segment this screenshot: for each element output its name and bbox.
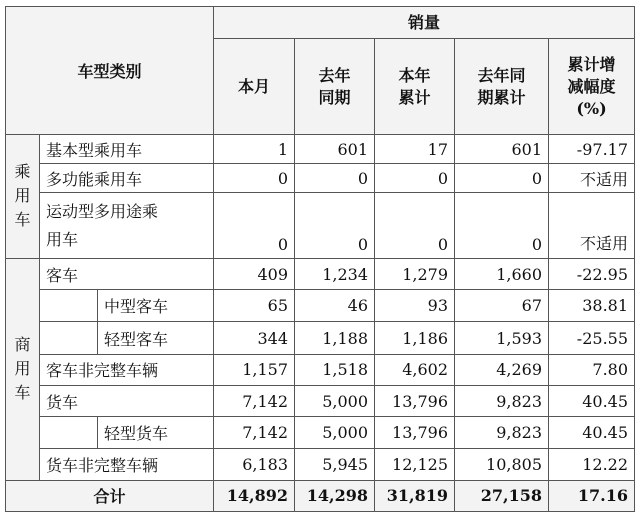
cell-month: 6,183 xyxy=(214,449,295,480)
cell-change: -97.17 xyxy=(549,135,635,164)
cell-ytd: 0 xyxy=(375,193,455,259)
cell-last-same: 5,000 xyxy=(295,417,375,449)
cell-ytd: 1,186 xyxy=(375,322,455,354)
cell-ytd: 17 xyxy=(375,135,455,164)
cell-last-ytd: 0 xyxy=(455,164,549,193)
table-row xyxy=(6,322,635,354)
cell-last-same: 601 xyxy=(295,135,375,164)
cell-last-same: 1,234 xyxy=(295,258,375,289)
cell-last-ytd: 601 xyxy=(455,135,549,164)
cell-ytd: 13,796 xyxy=(375,417,455,449)
cell-change: -25.55 xyxy=(549,322,635,354)
row-label: 多功能乘用车 xyxy=(40,164,214,193)
cell-last-same: 1,518 xyxy=(295,354,375,385)
cell-last-ytd: 4,269 xyxy=(455,354,549,385)
cell-change: 40.45 xyxy=(549,385,635,416)
table-row xyxy=(6,385,635,416)
header-change: 累计增 减幅度 (%) xyxy=(549,39,635,135)
row-label: 客车 xyxy=(40,258,214,289)
table-row xyxy=(6,193,635,259)
header-category: 车型类别 xyxy=(6,7,214,135)
cell-month: 7,142 xyxy=(214,417,295,449)
table-row xyxy=(6,135,635,164)
cell-change: 40.45 xyxy=(549,417,635,449)
cell-month: 0 xyxy=(214,193,295,259)
row-label: 客车非完整车辆 xyxy=(40,354,214,385)
indent-cell xyxy=(40,322,98,354)
table-row xyxy=(6,417,635,449)
table-row xyxy=(6,290,635,322)
cell-last-same: 46 xyxy=(295,290,375,322)
cell-month: 7,142 xyxy=(214,385,295,416)
total-last-same: 14,298 xyxy=(295,480,375,511)
total-row xyxy=(6,480,635,511)
header-row-1 xyxy=(6,7,635,39)
cell-last-ytd: 9,823 xyxy=(455,385,549,416)
cell-ytd: 93 xyxy=(375,290,455,322)
total-label: 合计 xyxy=(6,480,214,511)
cell-last-ytd: 67 xyxy=(455,290,549,322)
cell-last-same: 5,000 xyxy=(295,385,375,416)
cell-ytd: 1,279 xyxy=(375,258,455,289)
cell-last-ytd: 9,823 xyxy=(455,417,549,449)
total-change: 17.16 xyxy=(549,480,635,511)
cell-month: 344 xyxy=(214,322,295,354)
header-last-ytd: 去年同 期累计 xyxy=(455,39,549,135)
total-ytd: 31,819 xyxy=(375,480,455,511)
row-label: 中型客车 xyxy=(98,290,214,322)
cell-last-ytd: 1,593 xyxy=(455,322,549,354)
cell-last-same: 1,188 xyxy=(295,322,375,354)
cell-month: 0 xyxy=(214,164,295,193)
cell-last-ytd: 1,660 xyxy=(455,258,549,289)
table-row xyxy=(6,354,635,385)
cell-last-ytd: 10,805 xyxy=(455,449,549,480)
total-last-ytd: 27,158 xyxy=(455,480,549,511)
table-row xyxy=(6,164,635,193)
row-label: 基本型乘用车 xyxy=(40,135,214,164)
cell-change: 12.22 xyxy=(549,449,635,480)
indent-cell xyxy=(40,290,98,322)
cell-ytd: 13,796 xyxy=(375,385,455,416)
row-label: 轻型货车 xyxy=(98,417,214,449)
row-label: 货车 xyxy=(40,385,214,416)
group-label-passenger: 乘 用 车 xyxy=(6,135,40,259)
cell-last-same: 5,945 xyxy=(295,449,375,480)
cell-month: 65 xyxy=(214,290,295,322)
cell-change: 不适用 xyxy=(549,164,635,193)
table-row xyxy=(6,449,635,480)
cell-change: 38.81 xyxy=(549,290,635,322)
cell-change: -22.95 xyxy=(549,258,635,289)
header-last-year-same: 去年 同期 xyxy=(295,39,375,135)
row-label: 运动型多用途乘 用车 xyxy=(40,193,214,259)
header-ytd: 本年 累计 xyxy=(375,39,455,135)
cell-ytd: 0 xyxy=(375,164,455,193)
indent-cell xyxy=(40,417,98,449)
row-label: 轻型客车 xyxy=(98,322,214,354)
row-label: 货车非完整车辆 xyxy=(40,449,214,480)
total-month: 14,892 xyxy=(214,480,295,511)
cell-last-same: 0 xyxy=(295,193,375,259)
cell-ytd: 4,602 xyxy=(375,354,455,385)
cell-change: 7.80 xyxy=(549,354,635,385)
sales-table xyxy=(5,6,635,512)
table-row xyxy=(6,258,635,289)
group-label-commercial: 商 用 车 xyxy=(6,258,40,480)
cell-month: 1,157 xyxy=(214,354,295,385)
header-sales: 销量 xyxy=(214,7,635,39)
cell-change: 不适用 xyxy=(549,193,635,259)
header-month: 本月 xyxy=(214,39,295,135)
cell-month: 1 xyxy=(214,135,295,164)
cell-last-ytd: 0 xyxy=(455,193,549,259)
cell-month: 409 xyxy=(214,258,295,289)
cell-ytd: 12,125 xyxy=(375,449,455,480)
cell-last-same: 0 xyxy=(295,164,375,193)
